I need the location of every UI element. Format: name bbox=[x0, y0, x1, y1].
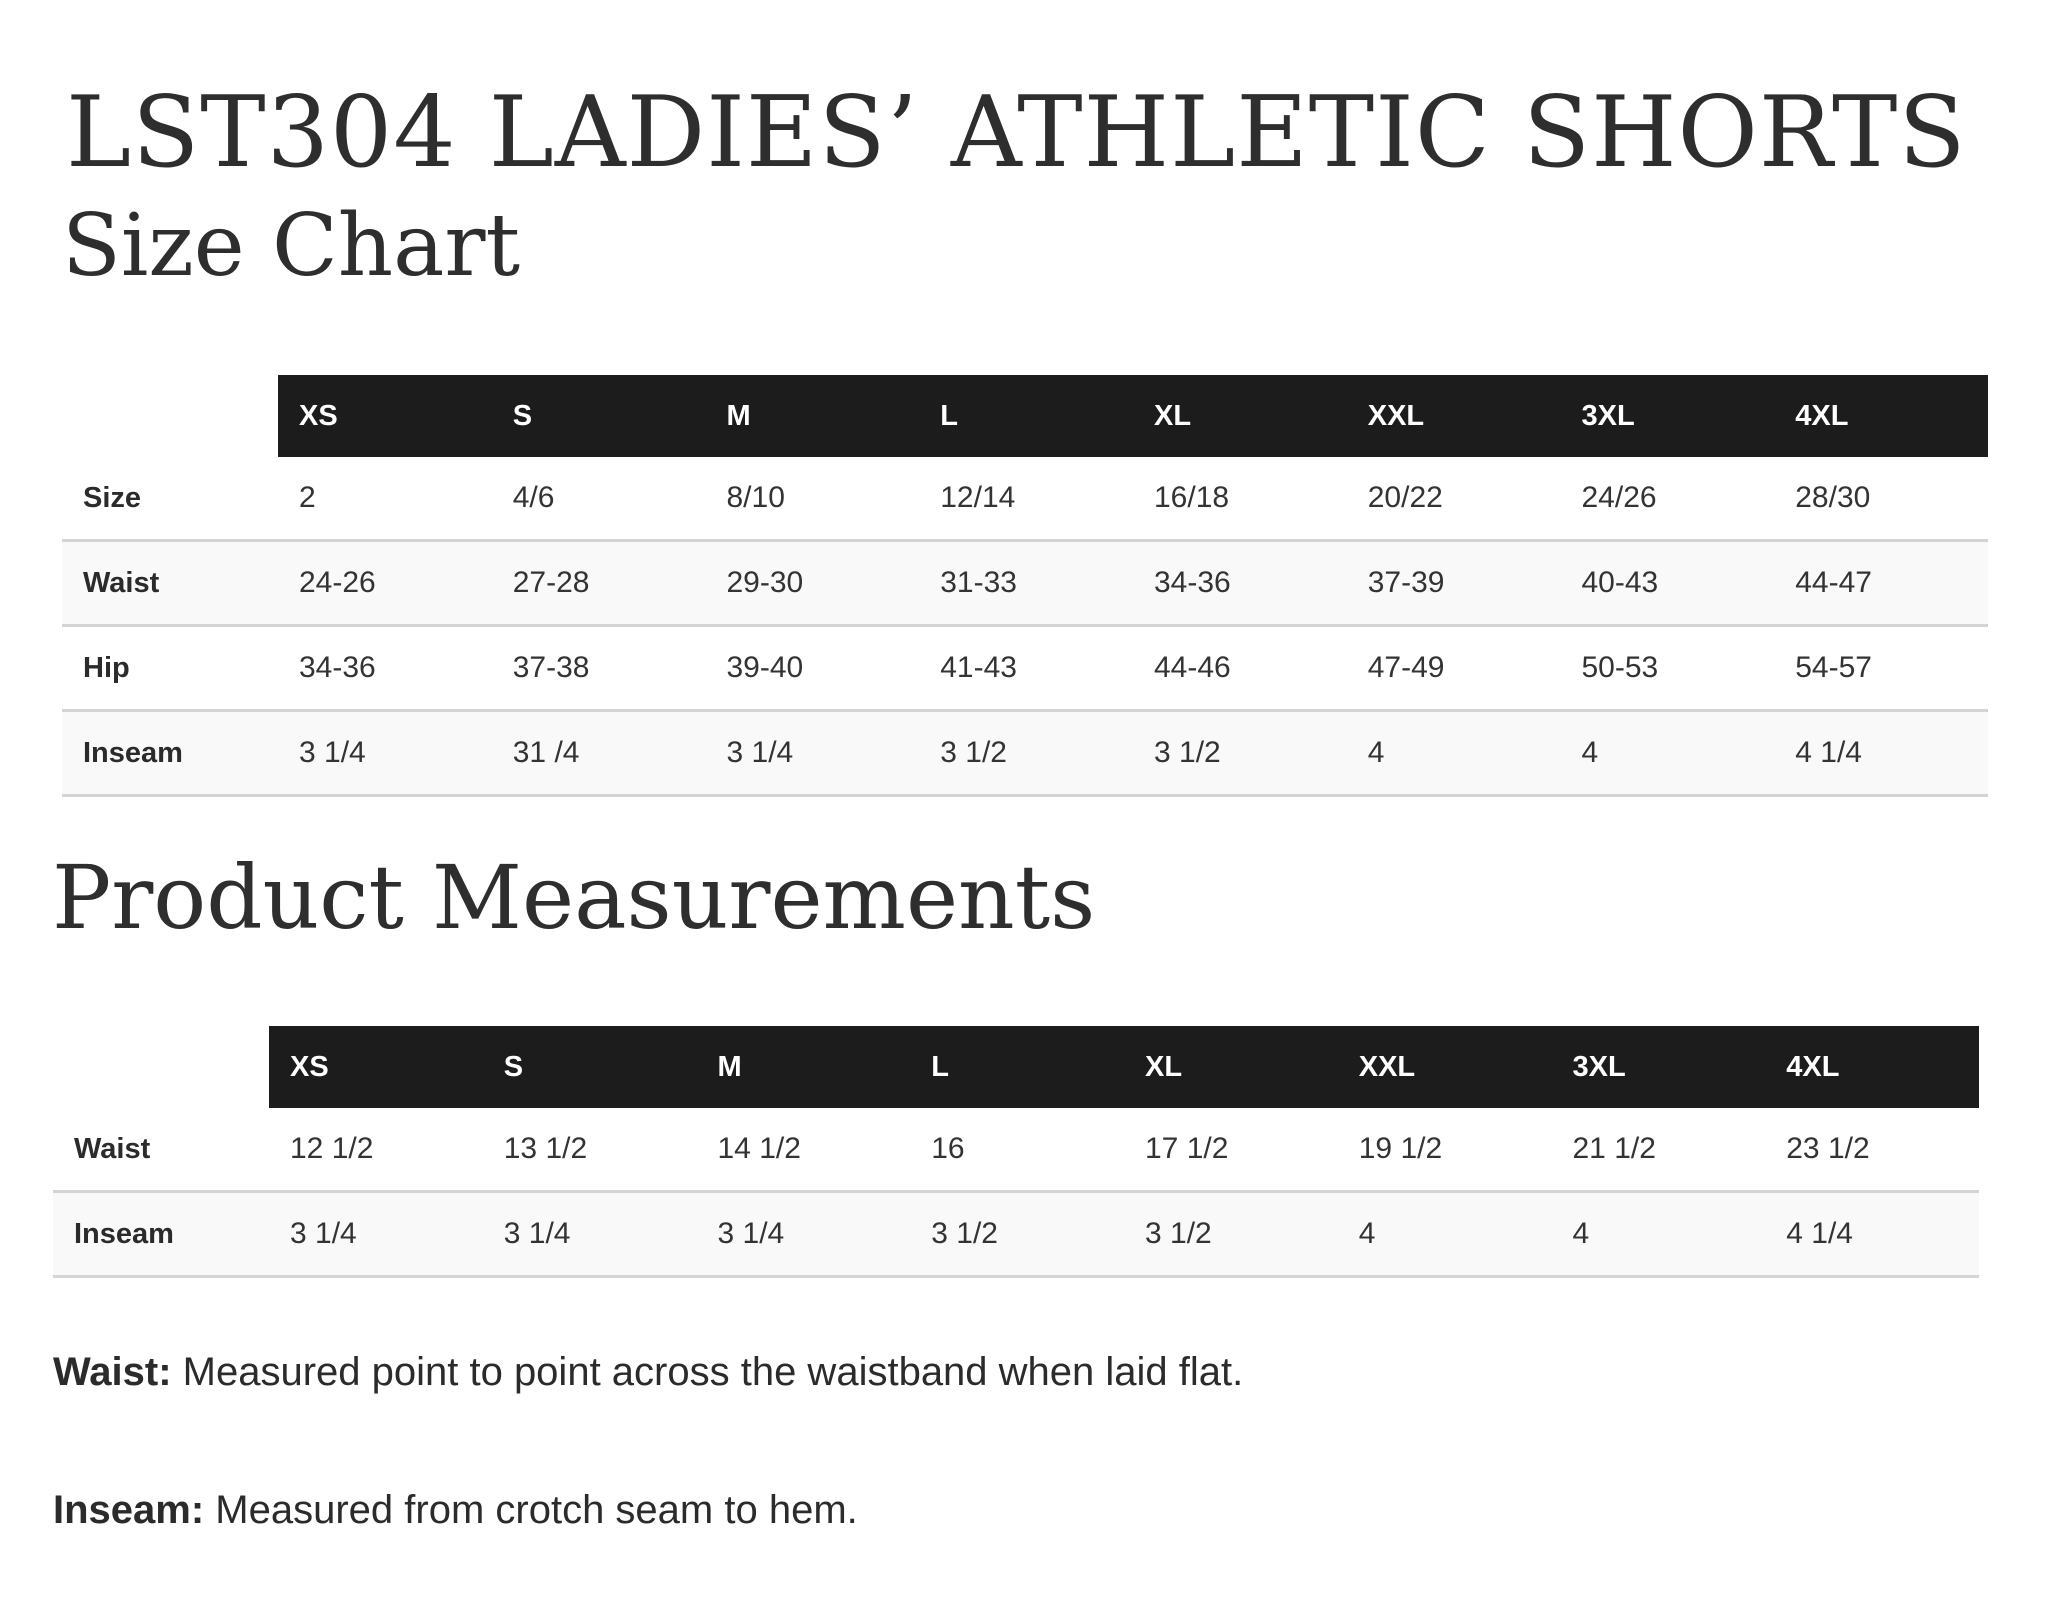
table-cell: 41-43 bbox=[919, 626, 1133, 711]
table-cell: 20/22 bbox=[1347, 457, 1561, 541]
column-header-4xl: 4XL bbox=[1774, 375, 1988, 457]
table-cell: 23 1/2 bbox=[1765, 1108, 1979, 1192]
table-cell: 14 1/2 bbox=[697, 1108, 911, 1192]
header-corner-cell bbox=[53, 1026, 269, 1108]
product-measurements-heading: Product Measurements bbox=[52, 846, 1096, 949]
table-cell: 19 1/2 bbox=[1338, 1108, 1552, 1192]
column-header-xs: XS bbox=[278, 375, 492, 457]
table-header-row bbox=[53, 1026, 1979, 1108]
column-header-xxl: XXL bbox=[1338, 1026, 1552, 1108]
size-chart-table bbox=[62, 375, 1988, 797]
table-row bbox=[53, 1108, 1979, 1192]
table-cell: 54-57 bbox=[1774, 626, 1988, 711]
table-cell: 3 1/4 bbox=[278, 711, 492, 796]
table-cell: 44-47 bbox=[1774, 541, 1988, 626]
column-header-l: L bbox=[919, 375, 1133, 457]
row-label: Inseam bbox=[53, 1192, 269, 1277]
header-corner-cell bbox=[62, 375, 278, 457]
column-header-4xl: 4XL bbox=[1765, 1026, 1979, 1108]
column-header-3xl: 3XL bbox=[1561, 375, 1775, 457]
size-chart-heading: Size Chart bbox=[62, 196, 521, 296]
column-header-xs: XS bbox=[269, 1026, 483, 1108]
column-header-xl: XL bbox=[1124, 1026, 1338, 1108]
table-cell: 21 1/2 bbox=[1552, 1108, 1766, 1192]
column-header-xl: XL bbox=[1133, 375, 1347, 457]
table-row bbox=[53, 1192, 1979, 1277]
table-row bbox=[62, 711, 1988, 796]
table-cell: 31-33 bbox=[919, 541, 1133, 626]
table-cell: 24/26 bbox=[1561, 457, 1775, 541]
table-cell: 44-46 bbox=[1133, 626, 1347, 711]
product-measurements-table bbox=[53, 1026, 1979, 1278]
table-cell: 47-49 bbox=[1347, 626, 1561, 711]
table-cell: 34-36 bbox=[1133, 541, 1347, 626]
note-term: Waist: bbox=[53, 1350, 172, 1394]
table-cell: 50-53 bbox=[1561, 626, 1775, 711]
column-header-s: S bbox=[483, 1026, 697, 1108]
column-header-l: L bbox=[910, 1026, 1124, 1108]
table-cell: 4 1/4 bbox=[1774, 711, 1988, 796]
note-term: Inseam: bbox=[53, 1488, 205, 1532]
table-cell: 13 1/2 bbox=[483, 1108, 697, 1192]
table-cell: 16 bbox=[910, 1108, 1124, 1192]
table-cell: 2 bbox=[278, 457, 492, 541]
note-text: Measured point to point across the waistband when laid flat. bbox=[171, 1350, 1244, 1394]
row-label: Waist bbox=[62, 541, 278, 626]
table-cell: 3 1/4 bbox=[483, 1192, 697, 1277]
table-cell: 39-40 bbox=[706, 626, 920, 711]
column-header-s: S bbox=[492, 375, 706, 457]
row-label: Size bbox=[62, 457, 278, 541]
page-title: LST304 LADIES’ ATHLETIC SHORTS bbox=[66, 76, 1967, 190]
table-cell: 3 1/2 bbox=[919, 711, 1133, 796]
table-cell: 4 bbox=[1338, 1192, 1552, 1277]
table-cell: 24-26 bbox=[278, 541, 492, 626]
column-header-m: M bbox=[697, 1026, 911, 1108]
table-cell: 8/10 bbox=[706, 457, 920, 541]
table-cell: 4 bbox=[1561, 711, 1775, 796]
row-label: Waist bbox=[53, 1108, 269, 1192]
column-header-3xl: 3XL bbox=[1552, 1026, 1766, 1108]
table-cell: 3 1/4 bbox=[269, 1192, 483, 1277]
table-cell: 16/18 bbox=[1133, 457, 1347, 541]
inseam-measurement-note bbox=[53, 1486, 858, 1534]
table-cell: 28/30 bbox=[1774, 457, 1988, 541]
table-cell: 37-38 bbox=[492, 626, 706, 711]
table-row bbox=[62, 626, 1988, 711]
table-cell: 3 1/4 bbox=[706, 711, 920, 796]
table-cell: 27-28 bbox=[492, 541, 706, 626]
table-cell: 31 /4 bbox=[492, 711, 706, 796]
table-header-row bbox=[62, 375, 1988, 457]
table-cell: 4 1/4 bbox=[1765, 1192, 1979, 1277]
table-cell: 37-39 bbox=[1347, 541, 1561, 626]
table-cell: 34-36 bbox=[278, 626, 492, 711]
table-cell: 40-43 bbox=[1561, 541, 1775, 626]
row-label: Inseam bbox=[62, 711, 278, 796]
table-cell: 12/14 bbox=[919, 457, 1133, 541]
table-cell: 3 1/4 bbox=[697, 1192, 911, 1277]
table-cell: 3 1/2 bbox=[1133, 711, 1347, 796]
note-text: Measured from crotch seam to hem. bbox=[204, 1488, 858, 1532]
row-label: Hip bbox=[62, 626, 278, 711]
table-cell: 4 bbox=[1552, 1192, 1766, 1277]
table-cell: 3 1/2 bbox=[910, 1192, 1124, 1277]
table-row bbox=[62, 457, 1988, 541]
table-cell: 29-30 bbox=[706, 541, 920, 626]
table-cell: 17 1/2 bbox=[1124, 1108, 1338, 1192]
column-header-m: M bbox=[706, 375, 920, 457]
table-cell: 4 bbox=[1347, 711, 1561, 796]
column-header-xxl: XXL bbox=[1347, 375, 1561, 457]
table-cell: 3 1/2 bbox=[1124, 1192, 1338, 1277]
waist-measurement-note bbox=[53, 1348, 1243, 1396]
table-row bbox=[62, 541, 1988, 626]
table-cell: 4/6 bbox=[492, 457, 706, 541]
table-cell: 12 1/2 bbox=[269, 1108, 483, 1192]
